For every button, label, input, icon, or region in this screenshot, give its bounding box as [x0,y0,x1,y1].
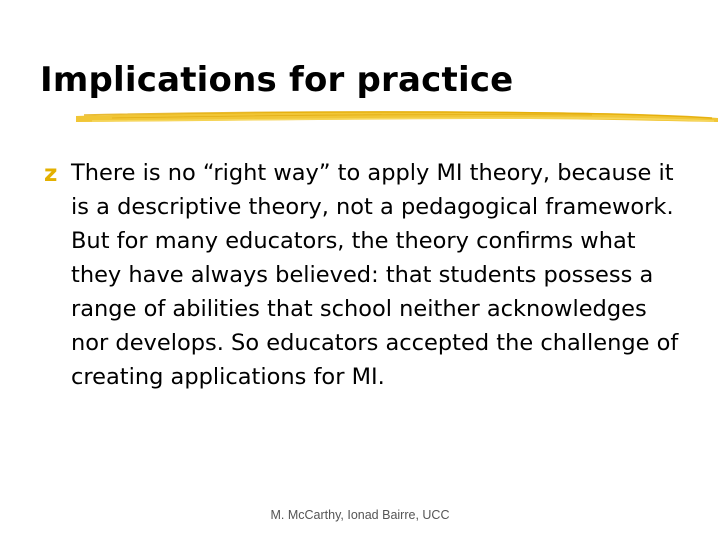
bullet-text: There is no “right way” to apply MI theory, because it is a descriptive theory, not a pedagogical framework. But for many educators, the theory confirms what they have always believed: that students possess a range of abilities that school neither acknowledges nor develops. So educators accepted the challenge of creating applications for MI. [71,160,679,390]
z-bullet-icon: z [44,161,58,187]
bullet-item [44,156,684,394]
slide-footer: M. McCarthy, Ionad Bairre, UCC [270,508,450,522]
title-underline-brushstroke [72,106,720,130]
slide-title: Implications for practice [40,60,514,100]
